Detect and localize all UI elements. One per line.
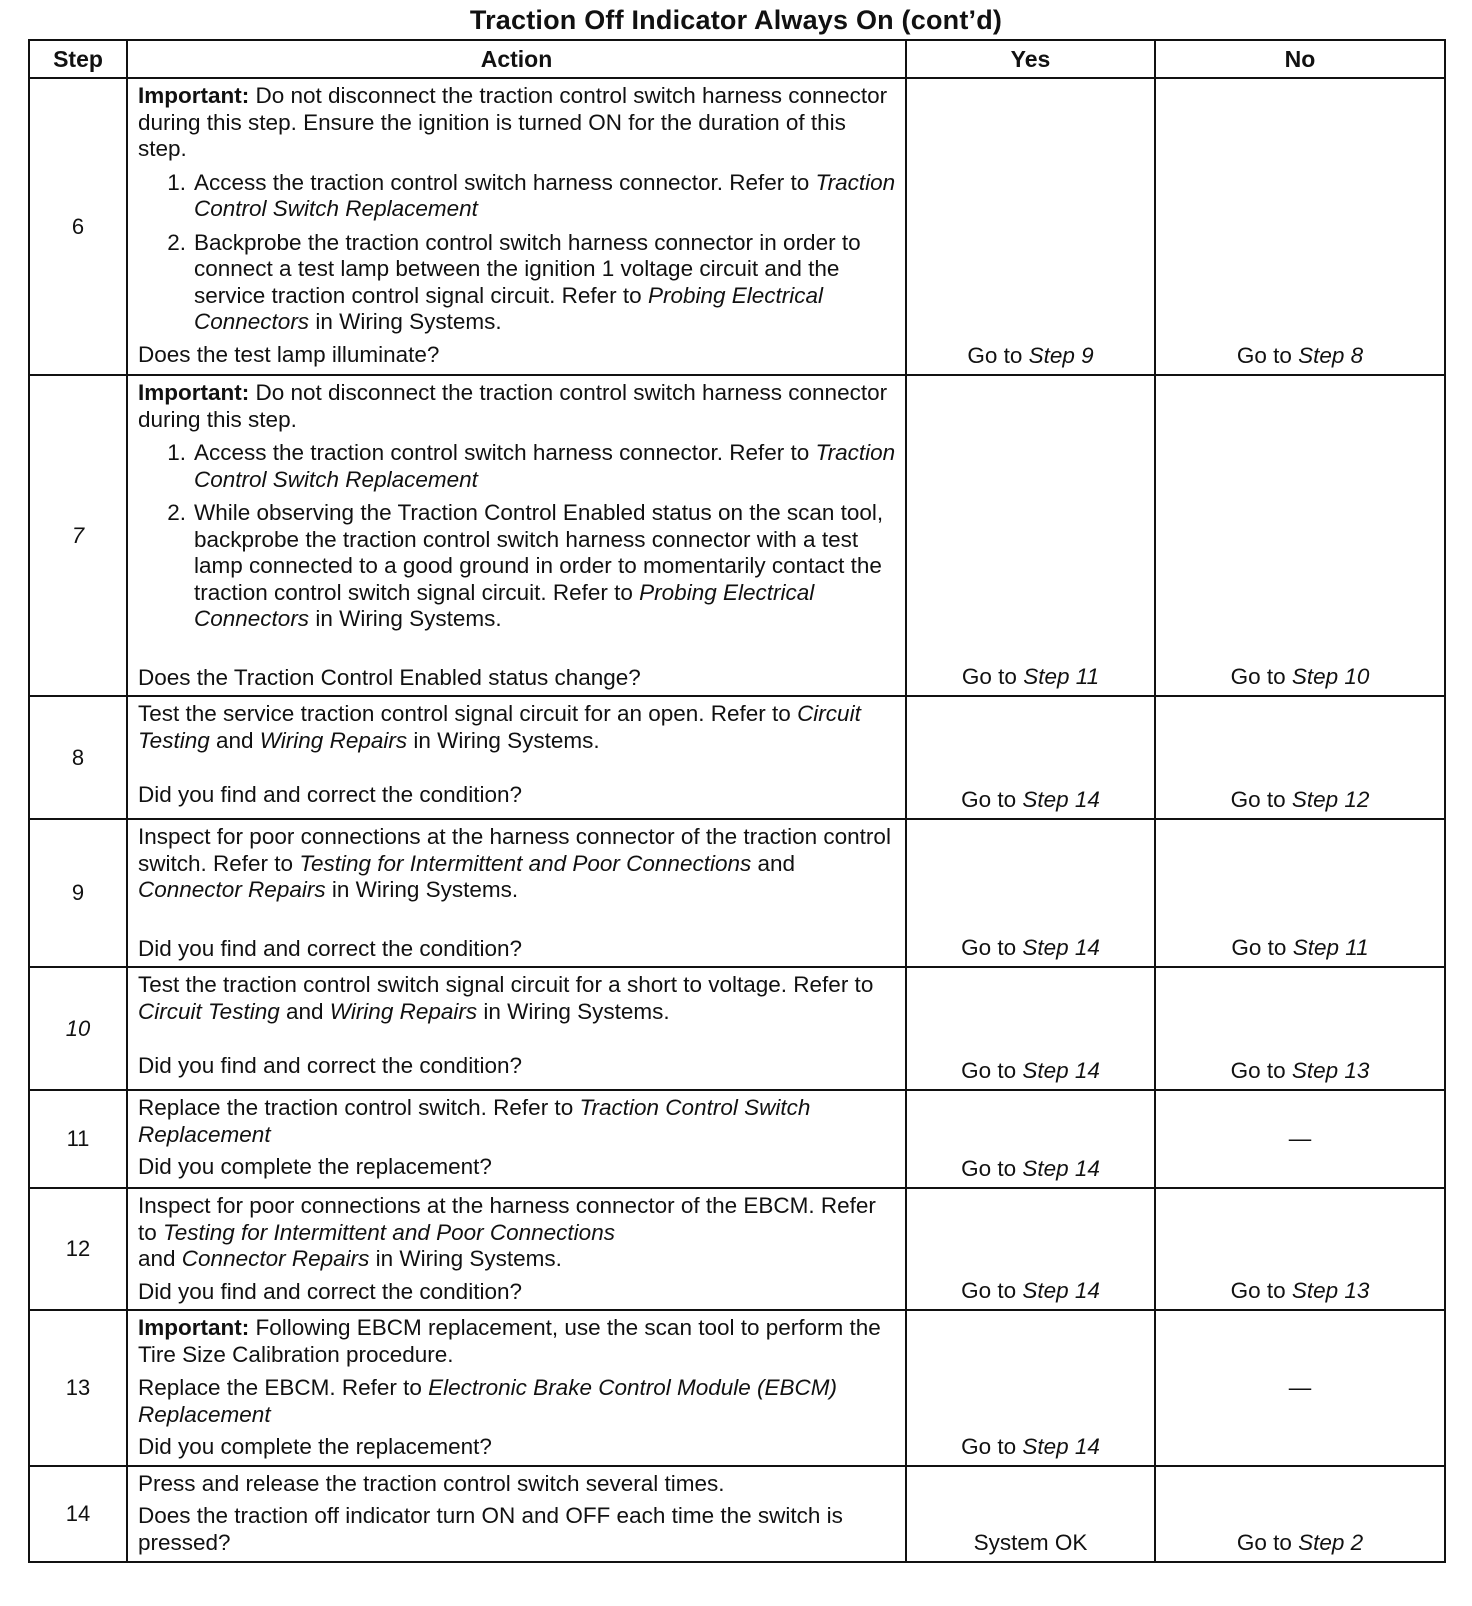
list-number: 1. (167, 440, 186, 465)
yes-step-ref: Step 9 (1028, 343, 1094, 368)
yes-step-ref: Step 14 (1022, 1278, 1100, 1303)
list-item (138, 170, 897, 223)
important-text: Do not disconnect the traction control switch harness connector during this step. Ensure the ignition is turned ON for the duration of this step. (138, 83, 888, 161)
no-cell: — (1155, 1310, 1445, 1466)
instruction-part: and (279, 998, 330, 1024)
no-cell (1155, 78, 1445, 375)
instruction-part: Inspect for poor connections at the harness connector of the traction control switch. Refer to (138, 824, 891, 876)
yes-cell (906, 819, 1155, 967)
yes-text: Go to (967, 343, 1029, 368)
action-cell (127, 78, 906, 375)
yes-text: Go to (961, 935, 1023, 960)
header-no: No (1155, 40, 1445, 78)
instruction-text: Press and release the traction control switch several times. (138, 1470, 725, 1496)
no-text: Go to (1231, 935, 1293, 960)
step-number: 11 (29, 1090, 127, 1188)
list-text: Access the traction control switch harness connector. Refer to (194, 169, 816, 195)
list-number: 1. (167, 169, 186, 195)
table-row-step-14 (29, 1466, 1445, 1562)
question-text: Did you find and correct the condition? (138, 935, 522, 961)
yes-cell: System OK (906, 1466, 1155, 1562)
table-row-step-9 (29, 819, 1445, 967)
yes-cell (906, 967, 1155, 1090)
action-cell (127, 375, 906, 696)
instruction-part: in Wiring Systems. (407, 727, 600, 753)
instruction-part: Test the traction control switch signal circuit for a short to voltage. Refer to (138, 972, 874, 997)
no-text: Go to (1236, 1529, 1299, 1555)
instruction-part: and (209, 727, 260, 753)
question-text: Does the Traction Control Enabled status change? (138, 664, 641, 690)
step-number: 12 (29, 1188, 127, 1310)
table-row-step-8 (29, 696, 1445, 819)
action-cell (127, 1310, 906, 1466)
instruction-part: in Wiring Systems. (477, 998, 670, 1024)
header-action: Action (127, 40, 906, 78)
step-number: 9 (29, 819, 127, 967)
list-number: 2. (167, 229, 186, 255)
header-yes: Yes (906, 40, 1155, 78)
no-text: Go to (1230, 787, 1292, 812)
diagnostic-table (28, 39, 1446, 1563)
list-item (138, 440, 897, 493)
instruction-part: Inspect for poor connections at the harness connector of the EBCM. Refer to (138, 1193, 876, 1245)
no-cell (1155, 375, 1445, 696)
question-text: Does the traction off indicator turn ON and OFF each time the switch is pressed? (138, 1503, 843, 1555)
page-title: Traction Off Indicator Always On (cont’d) (469, 5, 1003, 35)
no-step-ref: Step 13 (1291, 1058, 1370, 1083)
question-text: Did you find and correct the condition? (138, 1053, 522, 1078)
reference-link: Circuit Testing (138, 998, 280, 1024)
reference-link: Connector Repairs (138, 877, 326, 902)
list-text: Backprobe the traction control switch harness connector in order to connect a test lamp between the ignition 1 voltage circuit and the service traction control signal circuit. Refer to (194, 229, 861, 308)
yes-cell (906, 1188, 1155, 1310)
instruction-text (138, 701, 897, 754)
list-text-tail: in Wiring Systems. (309, 606, 502, 631)
instruction-part: and (751, 850, 796, 876)
yes-text: Go to (961, 664, 1024, 689)
important-note (138, 83, 897, 163)
table-row-step-11 (29, 1090, 1445, 1188)
reference-link: Connector Repairs (181, 1246, 370, 1271)
action-cell (127, 696, 906, 819)
list-number: 2. (167, 500, 186, 525)
yes-step-ref: Step 11 (1023, 664, 1100, 689)
important-note (138, 1315, 897, 1368)
no-text: Go to (1230, 1058, 1292, 1083)
question-text: Does the test lamp illuminate? (138, 341, 440, 367)
important-text: Do not disconnect the traction control switch harness connector during this step. (138, 380, 888, 432)
action-cell (127, 1188, 906, 1310)
list-text: Access the traction control switch harness connector. Refer to (194, 440, 816, 465)
no-step-ref: Step 13 (1291, 1278, 1370, 1303)
yes-step-ref: Step 14 (1022, 1433, 1100, 1459)
yes-text: Go to (961, 1433, 1023, 1459)
step-number: 13 (29, 1310, 127, 1466)
step-number: 7 (29, 375, 127, 696)
yes-step-ref: Step 14 (1022, 1058, 1100, 1083)
list-item (138, 500, 897, 633)
yes-cell (906, 1310, 1155, 1466)
no-step-ref: Step 11 (1292, 935, 1369, 960)
no-step-ref: Step 10 (1291, 664, 1370, 689)
question-text: Did you complete the replacement? (138, 1154, 492, 1179)
reference-link: Wiring Repairs (259, 727, 408, 753)
reference-link: Probing Electrical Connectors (194, 282, 824, 334)
action-cell (127, 819, 906, 967)
table-header-row (29, 40, 1445, 78)
yes-cell (906, 1090, 1155, 1188)
reference-link: Probing Electrical Connectors (194, 579, 815, 631)
table-row-step-12 (29, 1188, 1445, 1310)
no-step-ref: Step 12 (1291, 787, 1370, 812)
header-step: Step (29, 40, 127, 78)
no-cell: — (1155, 1090, 1445, 1188)
instruction-text (138, 972, 897, 1025)
no-cell (1155, 819, 1445, 967)
instruction-part: and (138, 1246, 182, 1271)
instruction-part: Test the service traction control signal circuit for an open. Refer to (138, 701, 798, 726)
yes-cell (906, 696, 1155, 819)
important-note (138, 380, 897, 433)
reference-link: Traction Control Switch Replacement (194, 440, 896, 492)
yes-text: Go to (961, 1156, 1023, 1181)
reference-link: Testing for Intermittent and Poor Connections (299, 850, 752, 876)
step-number: 14 (29, 1466, 127, 1562)
step-number: 8 (29, 696, 127, 819)
important-text: Following EBCM replacement, use the scan tool to perform the Tire Size Calibration procedure. (138, 1315, 881, 1367)
no-cell (1155, 696, 1445, 819)
action-cell (127, 1466, 906, 1562)
list-item (138, 230, 897, 336)
instruction-part: in Wiring Systems. (369, 1246, 562, 1271)
no-text: Go to (1230, 664, 1292, 689)
table-row-step-10 (29, 967, 1445, 1090)
no-text: Go to (1236, 343, 1299, 368)
instruction-text (138, 824, 897, 904)
table-row-step-6 (29, 78, 1445, 375)
no-cell (1155, 967, 1445, 1090)
instruction-part: Replace the EBCM. Refer to (138, 1375, 429, 1400)
instruction-part: in Wiring Systems. (325, 877, 519, 902)
no-cell (1155, 1466, 1445, 1562)
yes-cell (906, 375, 1155, 696)
instruction-text (138, 1193, 897, 1273)
reference-link: Traction Control Switch Replacement (138, 1095, 811, 1147)
yes-step-ref: Step 14 (1022, 787, 1100, 812)
question-text: Did you find and correct the condition? (138, 782, 522, 807)
reference-link: Wiring Repairs (329, 998, 478, 1024)
action-cell (127, 1090, 906, 1188)
important-label: Important: (138, 1315, 250, 1340)
reference-link: Traction Control Switch Replacement (194, 169, 896, 221)
table-row-step-7 (29, 375, 1445, 696)
yes-text: Go to (961, 787, 1023, 812)
table-row-step-13 (29, 1310, 1445, 1466)
instruction-text (138, 1095, 897, 1148)
yes-text: Go to (961, 1278, 1023, 1303)
yes-text: Go to (961, 1058, 1023, 1083)
reference-link: Electronic Brake Control Module (EBCM) Replacement (138, 1375, 838, 1427)
yes-cell (906, 78, 1155, 375)
question-text: Did you find and correct the condition? (138, 1278, 522, 1304)
list-text-tail: in Wiring Systems. (309, 309, 502, 334)
list-text: While observing the Traction Control Enabled status on the scan tool, backprobe the traction control switch harness connector with a test lamp connected to a good ground in order to momentarily contact the traction control switch signal circuit. Refer to (194, 500, 884, 605)
instruction-text (138, 1375, 897, 1428)
no-step-ref: Step 8 (1298, 343, 1364, 368)
no-text: Go to (1230, 1278, 1292, 1303)
instruction-part: Replace the traction control switch. Refer to (138, 1095, 580, 1120)
step-number: 6 (29, 78, 127, 375)
step-number: 10 (29, 967, 127, 1090)
no-cell (1155, 1188, 1445, 1310)
question-text: Did you complete the replacement? (138, 1434, 492, 1459)
yes-step-ref: Step 14 (1022, 935, 1100, 960)
important-label: Important: (138, 380, 250, 405)
reference-link: Circuit Testing (138, 701, 861, 753)
reference-link: Testing for Intermittent and Poor Connections (163, 1219, 615, 1245)
no-step-ref: Step 2 (1298, 1529, 1364, 1555)
action-cell (127, 967, 906, 1090)
yes-step-ref: Step 14 (1022, 1156, 1100, 1181)
important-label: Important: (138, 83, 250, 108)
